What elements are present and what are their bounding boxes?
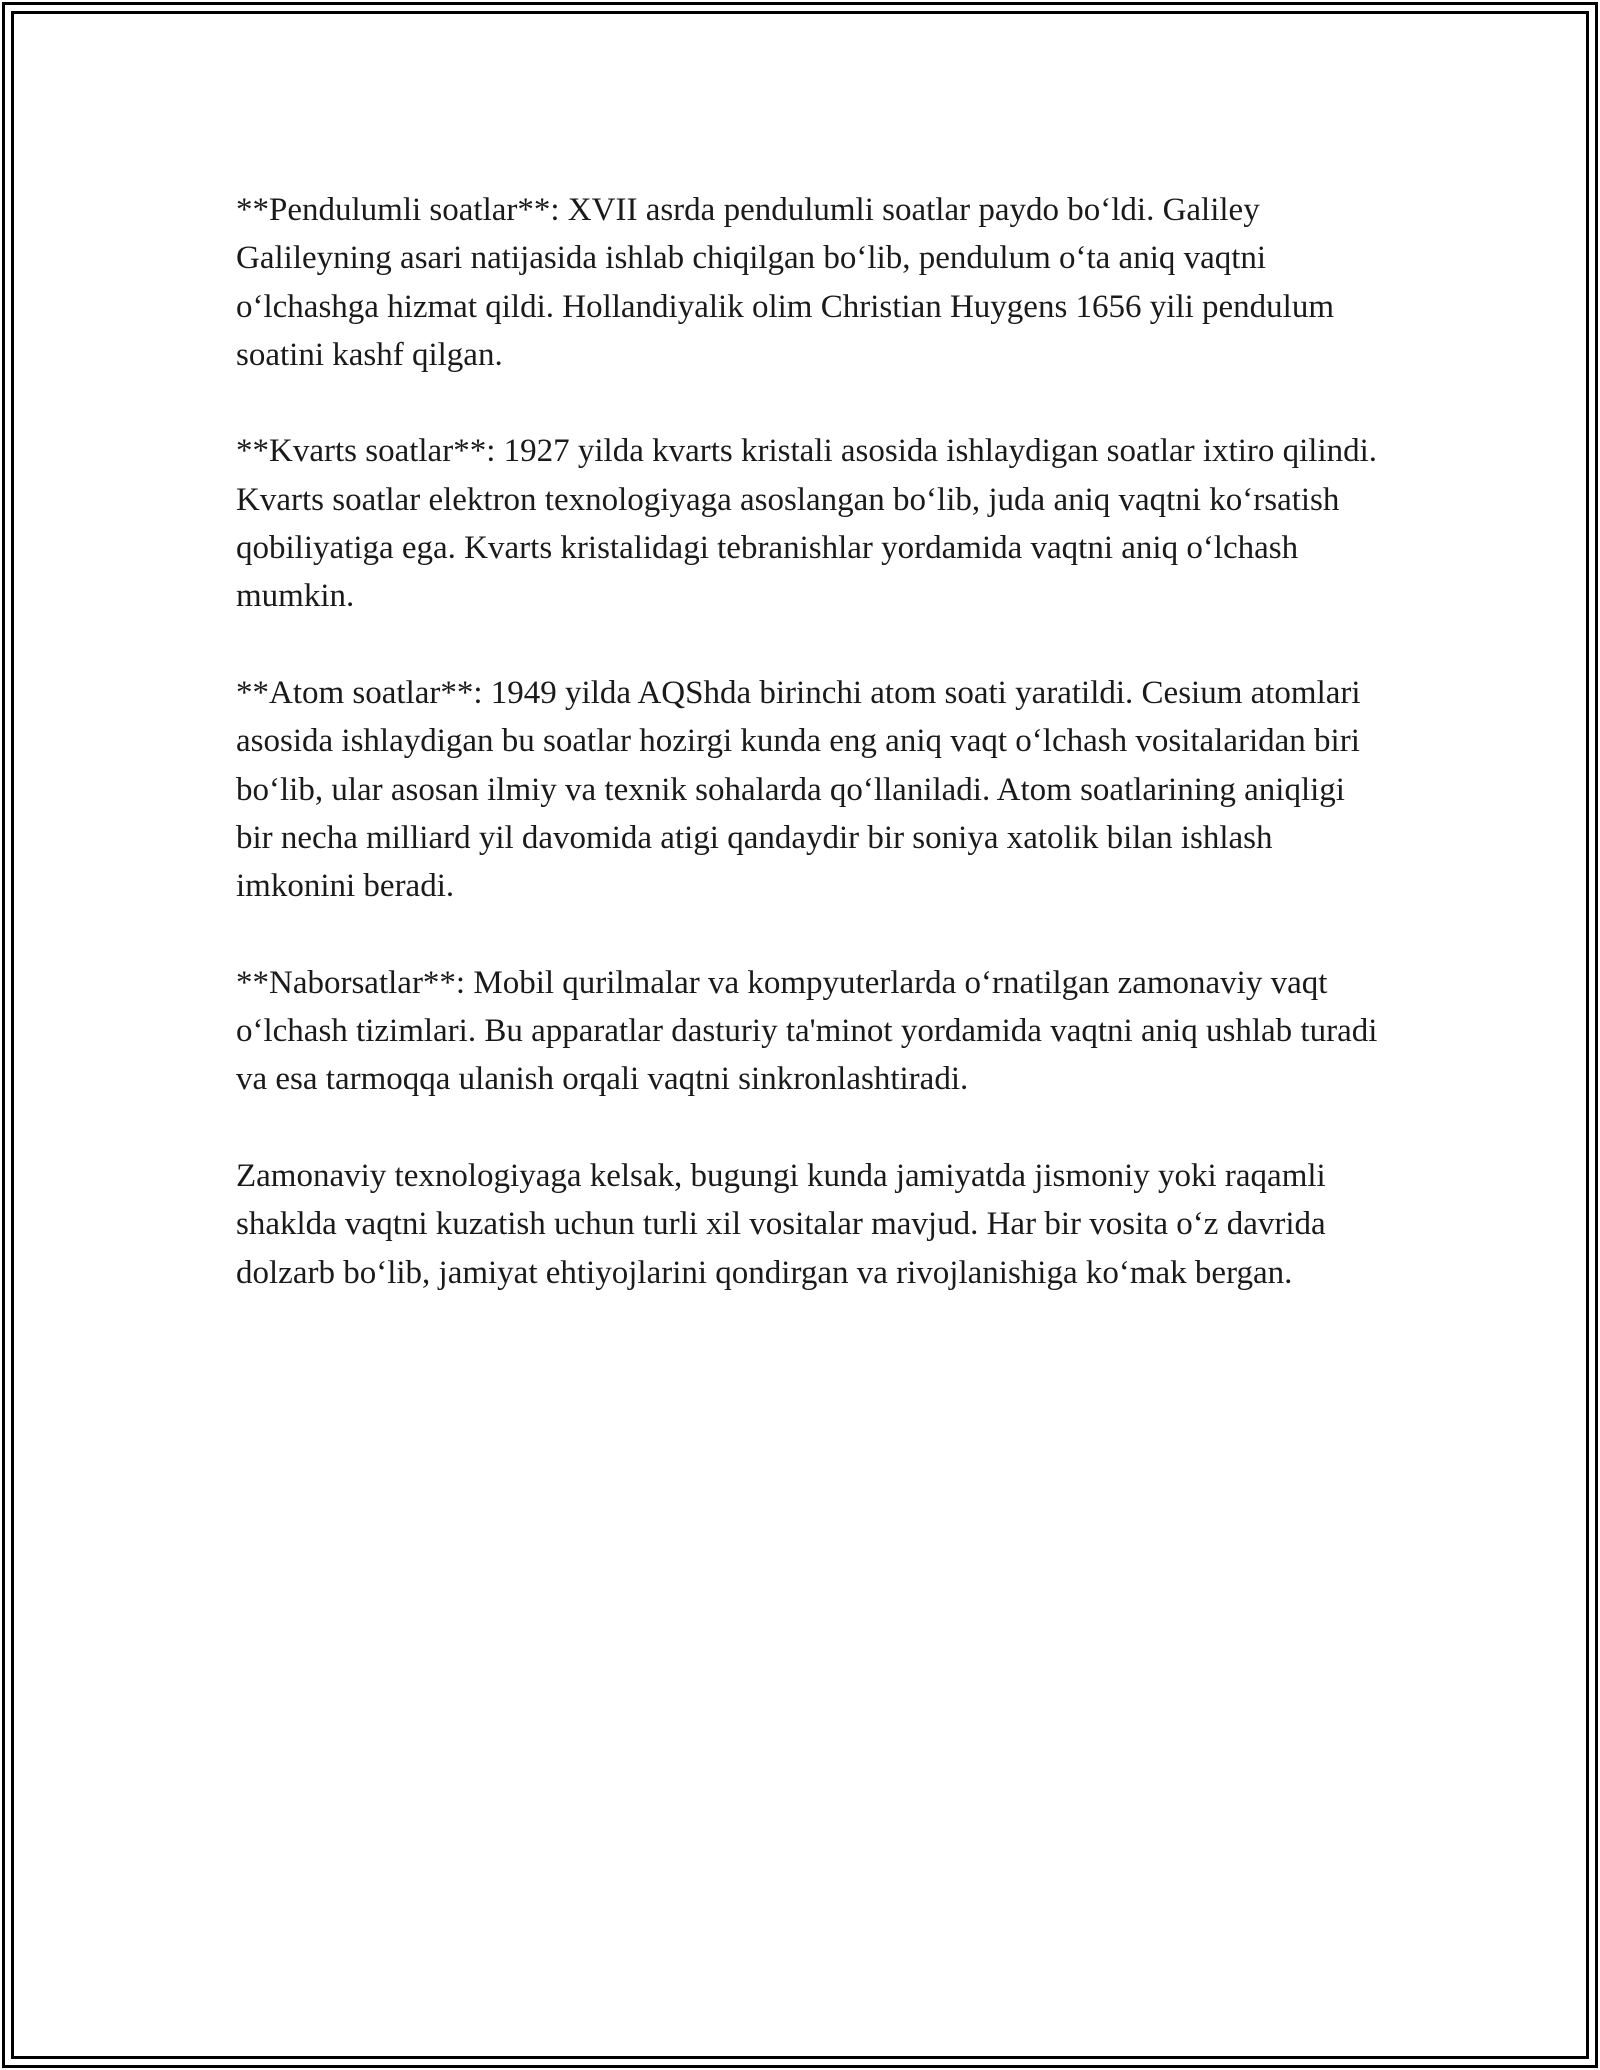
- paragraph-atomic-clocks: **Atom soatlar**: 1949 yilda AQShda birinchi atom soati yaratildi. Cesium atomlari asosida ishlaydigan bu soatlar hozirgi kunda eng aniq vaqt o‘lchash vositalaridan biri bo‘lib, ular asosan ilmiy va texnik sohalarda qo‘llaniladi. Atom soatlarining aniqligi bir necha milliard yil davomida atigi qandaydir bir soniya xatolik bilan ishlash imkonini beradi.: [236, 674, 1361, 905]
- paragraph-quartz-clocks: **Kvarts soatlar**: 1927 yilda kvarts kristali asosida ishlaydigan soatlar ixtiro qilindi. Kvarts soatlar elektron texnologiyaga asoslangan bo‘lib, juda aniq vaqtni ko‘rsatish qobiliyatiga ega. Kvarts kristalidagi tebranishlar yordamida vaqtni aniq o‘lchash mumkin.: [236, 433, 1378, 615]
- paragraph-conclusion: Zamonaviy texnologiyaga kelsak, bugungi kunda jamiyatda jismoniy yoki raqamli shaklda vaqtni kuzatish uchun turli xil vositalar mavjud. Har bir vosita o‘z davrida dolzarb bo‘lib, jamiyat ehtiyojlarini qondirgan va rivojlanishiga ko‘mak bergan.: [236, 1157, 1326, 1291]
- paragraph-digital-devices: **Naborsatlar**: Mobil qurilmalar va kompyuterlarda o‘rnatilgan zamonaviy vaqt o‘lchash tizimlari. Bu apparatlar dasturiy ta'minot yordamida vaqtni aniq ushlab turadi va esa tarmoqqa ulanish orqali vaqtni sinkronlashtiradi.: [236, 964, 1378, 1098]
- document-body: [236, 186, 1386, 1345]
- paragraph-pendulum-clocks: **Pendulumli soatlar**: XVII asrda pendulumli soatlar paydo bo‘ldi. Galiley Galileyning asari natijasida ishlab chiqilgan bo‘lib, pendulum o‘ta aniq vaqtni o‘lchashga hizmat qildi. Hollandiyalik olim Christian Huygens 1656 yili pendulum soatini kashf qilgan.: [236, 192, 1335, 373]
